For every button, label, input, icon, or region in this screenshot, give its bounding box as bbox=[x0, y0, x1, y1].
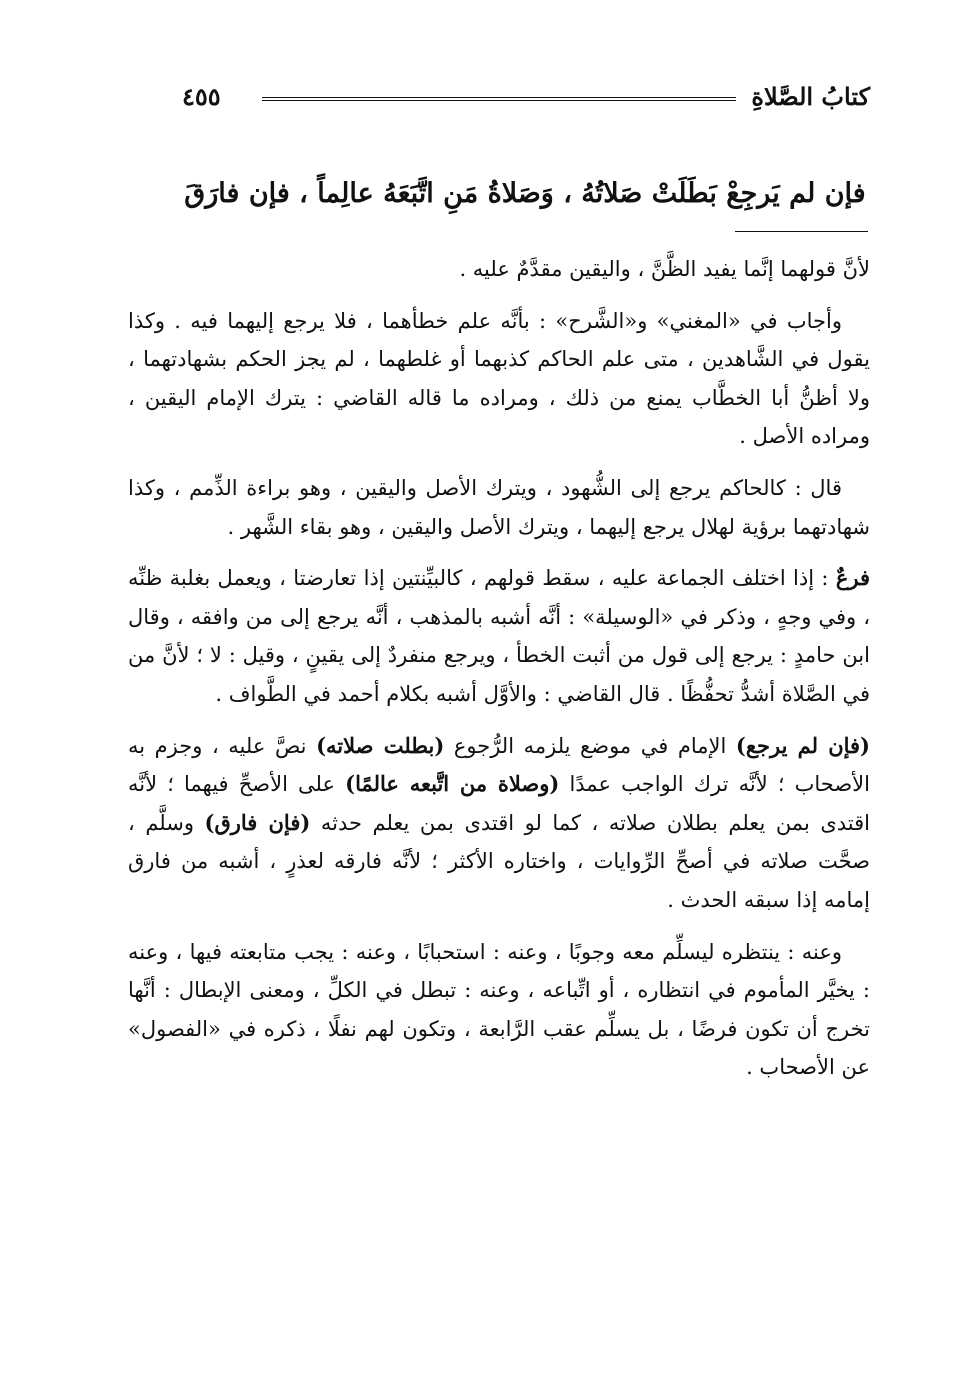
paragraph bbox=[128, 727, 870, 920]
matn-quote: (بطلت صلاته) bbox=[316, 732, 445, 758]
paragraph-text: على الأصحِّ فيهما ؛ لأنَّه اقتدى بمن يعلم بطلان صلاته ، كما لو اقتدى بمن يعلم حدثه bbox=[128, 772, 871, 835]
paragraph bbox=[128, 559, 870, 713]
paragraph-text: الإمام في موضع يلزمه الرُّجوع bbox=[444, 733, 736, 758]
matn-quote: (فإن فارق) bbox=[204, 809, 311, 835]
paragraph-text: نصَّ عليه ، وجزم به الأصحاب ؛ لأنَّه ترك الواجب عمدًا bbox=[128, 733, 870, 797]
matn-separator bbox=[735, 231, 868, 232]
paragraph bbox=[128, 250, 870, 289]
matn-text: فإن لم يَرجِعْ بَطَلَتْ صَلاتُهُ ، وَصَلاةُ مَنِ اتَّبَعَهُ عالِماً ، فإن فارَقَ bbox=[184, 178, 866, 209]
paragraph bbox=[128, 933, 870, 1087]
paragraph bbox=[128, 469, 870, 546]
section-lead: فرعٌ bbox=[835, 565, 870, 591]
page-header bbox=[182, 82, 870, 122]
chapter-title: كتابُ الصَّلاةِ bbox=[751, 82, 870, 111]
paragraph-text: : إذا اختلف الجماعة عليه ، سقط قولهم ، كالبيِّنتين إذا تعارضتا ، ويعمل بغلبة ظنِّه ، وفي وجهٍ ، وذكر في «الوسيلة» : أنَّه أشبه بالمذهب ، أنَّه يرجع إلى من وافقه ، وقال ابن حامدٍ : يرجع إلى قول من أثبت الخطأ ، ويرجع منفردٌ إلى يقينٍ ، وقيل : لا ؛ لأنَّ من في الصَّلاة أشدُّ تحفُّظًا . قال القاضي : والأوَّل أشبه بكلام أحمد في الطَّواف . bbox=[128, 566, 870, 706]
paragraph-text: لأنَّ قولهما إنَّما يفيد الظَّنَّ ، واليقين مقدَّمٌ عليه . bbox=[459, 257, 870, 281]
paragraph bbox=[128, 302, 870, 456]
matn-quote: (وصلاة من اتَّبعه عالمًا) bbox=[345, 771, 560, 797]
paragraph-text: وأجاب في «المغني» و«الشَّرح» : بأنَّه علم خطأهما ، فلا يرجع إليهما فيه . وكذا يقول في الشَّاهدين ، متى علم الحاكم كذبهما أو غلطهما ، لم يجز الحكم بشهادتهما ، ولا أظنُّ أبا الخطَّاب يمنع من ذلك ، ومراده ما قاله القاضي : يترك الإمام اليقين ، ومراده الأصل . bbox=[128, 308, 870, 449]
paragraph-text: قال : كالحاكم يرجع إلى الشُّهود ، ويترك الأصل واليقين ، وهو براءة الذِّمم ، وكذا شهادتهما برؤية لهلال يرجع إليهما ، ويترك الأصل واليقين ، وهو بقاء الشَّهر . bbox=[128, 475, 870, 539]
paragraph-text: وسلَّم ، صحَّت صلاته في أصحِّ الرِّوايات ، واختاره الأكثر ؛ لأنَّه فارقه لعذرٍ ، أشبه من فارق إمامه إذا سبقه الحدث . bbox=[128, 810, 870, 912]
page-number: ٤٥٥ bbox=[182, 82, 221, 111]
matn-quote: (فإن لم يرجع) bbox=[735, 732, 870, 758]
paragraph-text: وعنه : ينتظره ليسلِّم معه وجوبًا ، وعنه : استحبابًا ، وعنه : يجب متابعته فيها ، وعنه : يخيَّر المأموم في انتظاره ، أو اتِّباعه ، وعنه : تبطل في الكلِّ ، ومعنى الإبطال : أنَّها تخرج أن تكون فرضًا ، بل يسلِّم عقب الرَّابعة ، وتكون لهم نفلًا ، ذكره في «الفصول» عن الأصحاب . bbox=[128, 939, 870, 1080]
commentary bbox=[128, 250, 870, 1100]
header-rule bbox=[262, 97, 736, 101]
